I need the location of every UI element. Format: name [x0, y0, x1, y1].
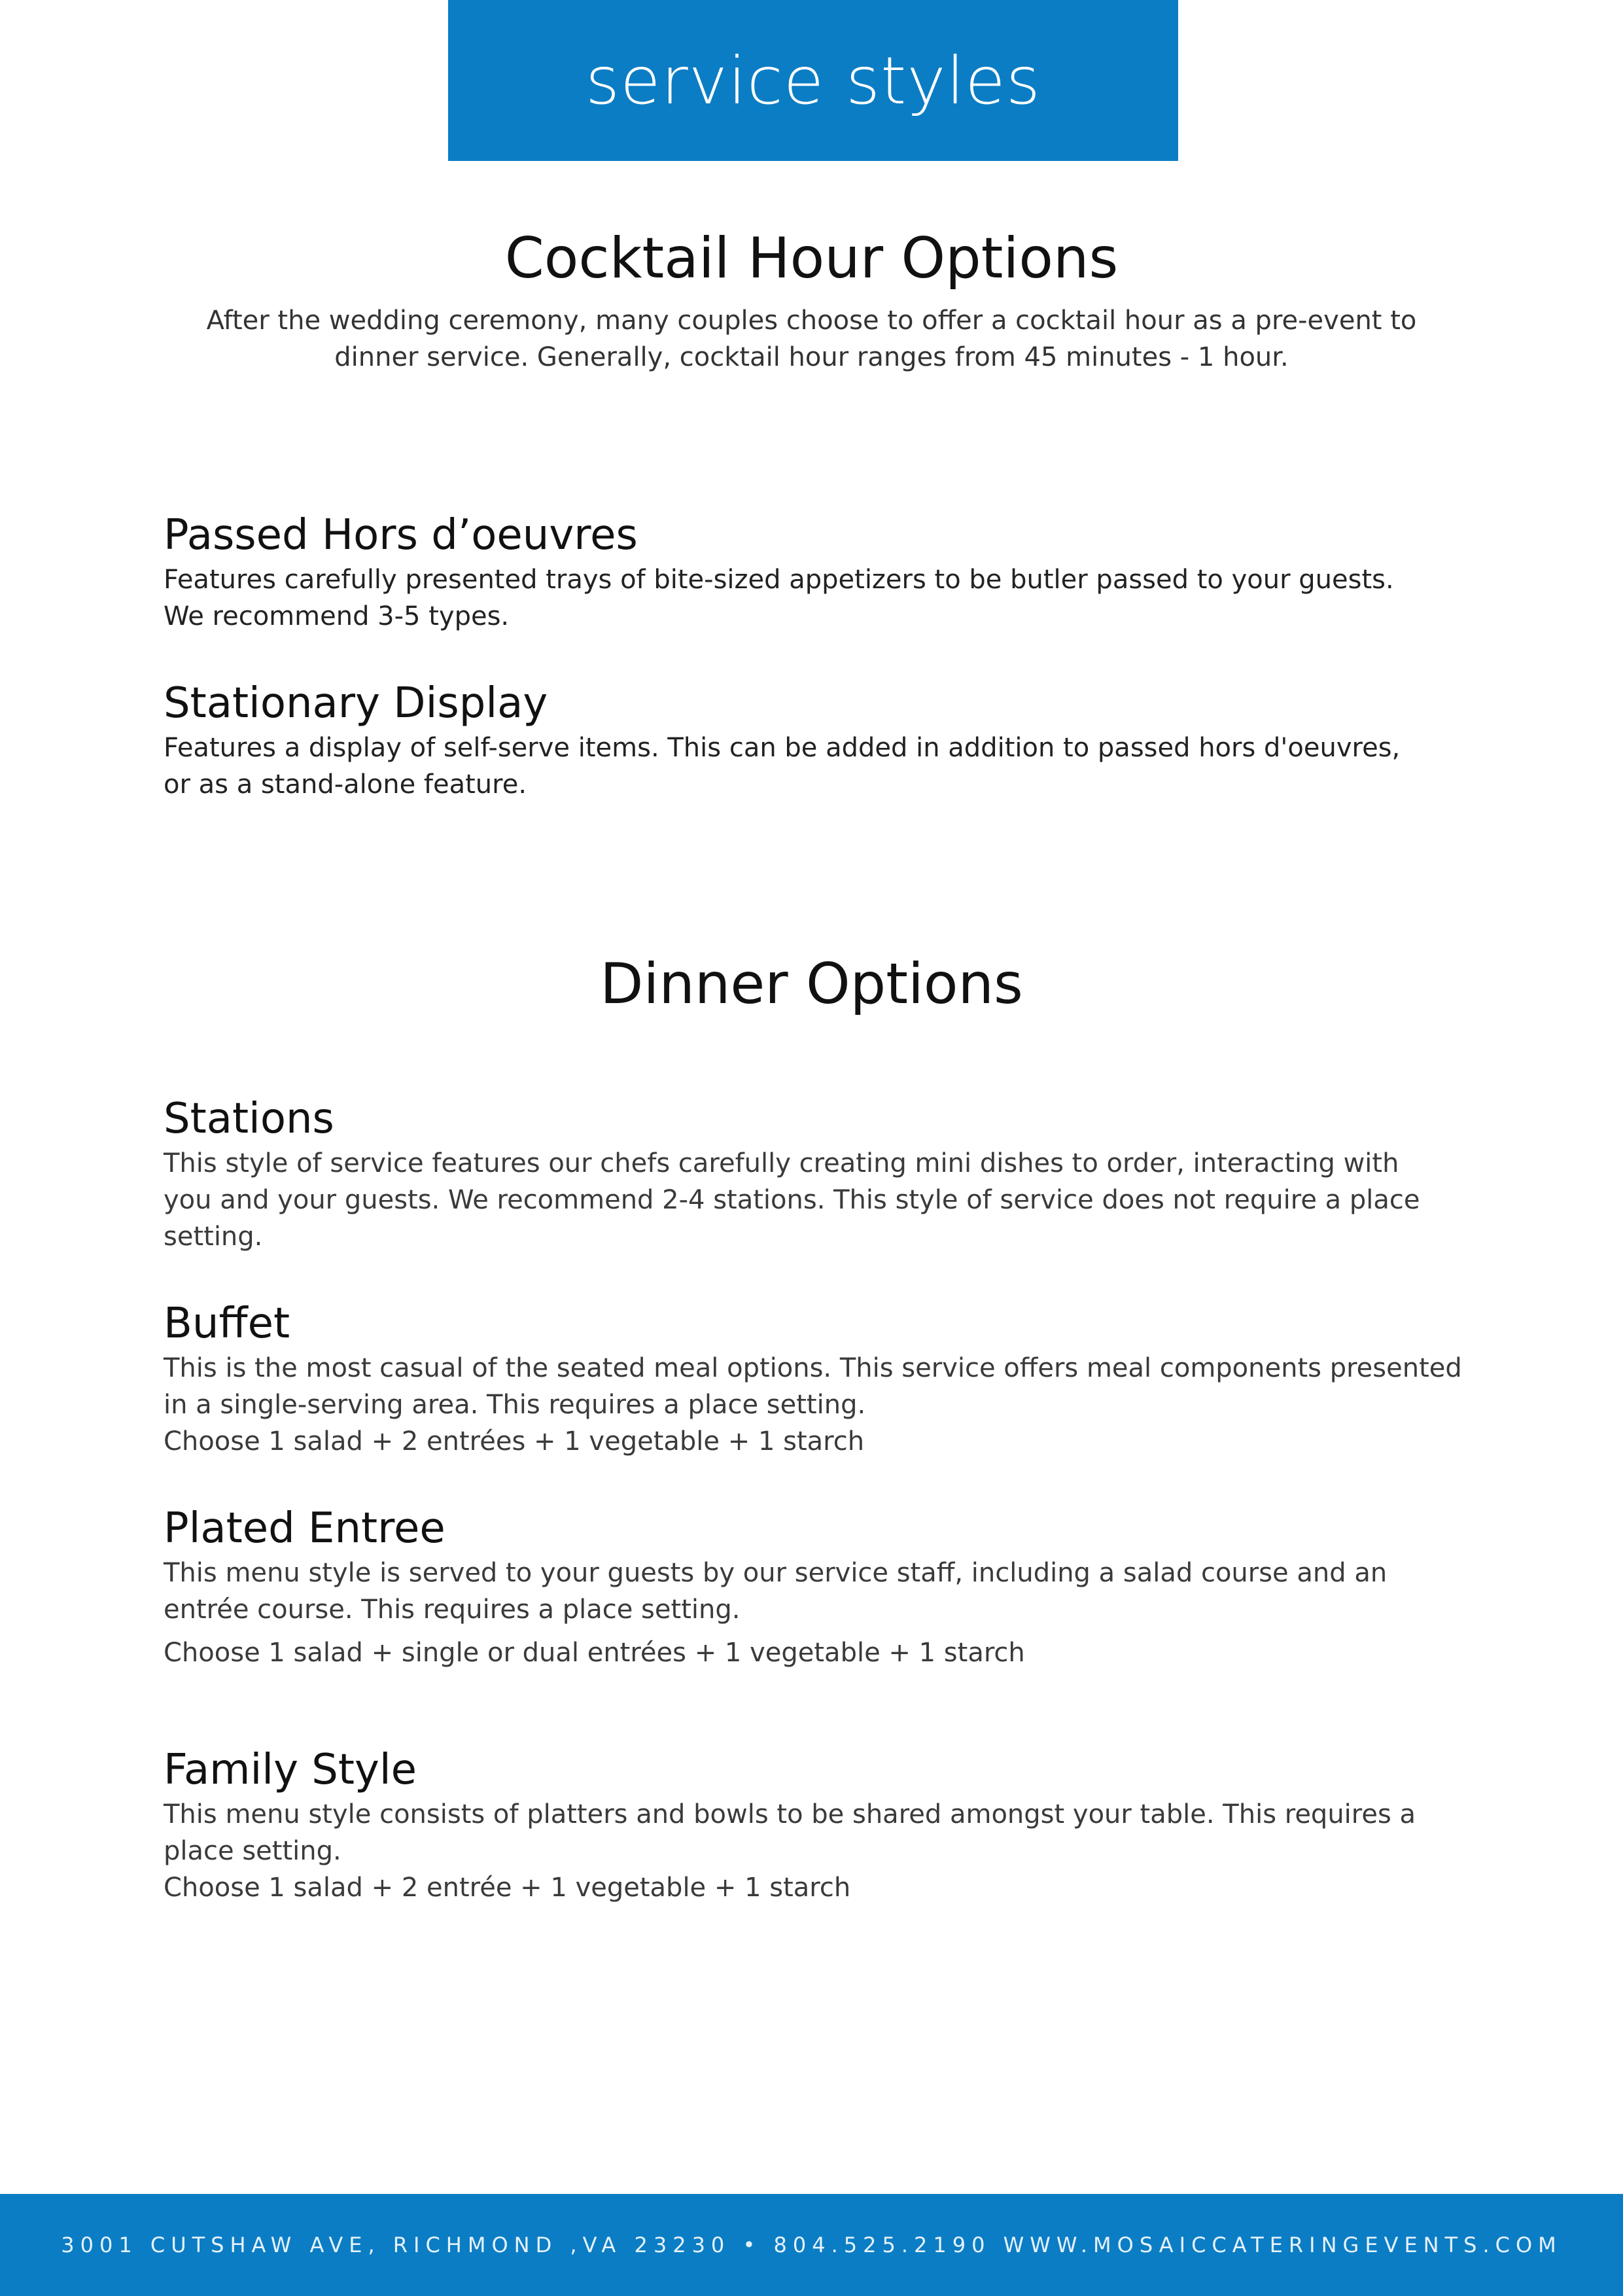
option-description: or as a stand-alone feature.: [164, 769, 527, 800]
option-heading: Family Style: [164, 1746, 417, 1794]
option-description: This style of service features our chefs carefully creating mini dishes to order, interacting with: [164, 1148, 1399, 1178]
cocktail-intro-line: After the wedding ceremony, many couples choose to offer a cocktail hour as a pre-event to: [206, 306, 1417, 336]
option-choose-line: Choose 1 salad + single or dual entrées + 1 vegetable + 1 starch: [164, 1638, 1025, 1668]
option-description: This is the most casual of the seated meal options. This service offers meal components presented: [164, 1353, 1462, 1383]
option-description: you and your guests. We recommend 2-4 stations. This style of service does not require a place: [164, 1185, 1420, 1215]
option-heading: Plated Entree: [164, 1504, 445, 1553]
option-description: in a single-serving area. This requires a place setting.: [164, 1390, 866, 1420]
option-family-style: [164, 1744, 1472, 1906]
option-description: This menu style consists of platters and bowls to be shared amongst your table. This requires a: [164, 1799, 1416, 1829]
option-choose-line: Choose 1 salad + 2 entrées + 1 vegetable + 1 starch: [164, 1426, 865, 1457]
option-description: Features a display of self-serve items. This can be added in addition to passed hors d'oeuvres,: [164, 733, 1401, 763]
banner-title: service styles: [585, 42, 1041, 119]
option-stations: [164, 1093, 1472, 1255]
footer-contact: 3001 CUTSHAW AVE, RICHMOND ,VA 23230 • 804.525.2190 WWW.MOSAICCATERINGEVENTS.COM: [61, 2233, 1562, 2257]
option-heading: Passed Hors d’oeuvres: [164, 511, 638, 559]
option-heading: Stations: [164, 1095, 334, 1143]
option-choose-line: Choose 1 salad + 2 entrée + 1 vegetable + 1 starch: [164, 1873, 851, 1903]
option-description: This menu style is served to your guests by our service staff, including a salad course and an: [164, 1558, 1387, 1588]
dinner-section-title: Dinner Options: [600, 951, 1023, 1017]
cocktail-section-title: Cocktail Hour Options: [504, 226, 1119, 291]
header-banner: [448, 0, 1178, 161]
option-description: Features carefully presented trays of bite-sized appetizers to be butler passed to your guests.: [164, 565, 1394, 595]
option-stationary-display: [164, 677, 1472, 803]
cocktail-intro-line: dinner service. Generally, cocktail hour ranges from 45 minutes - 1 hour.: [334, 342, 1289, 372]
option-description: place setting.: [164, 1836, 341, 1866]
cocktail-intro: [164, 302, 1459, 376]
option-description: entrée course. This requires a place setting.: [164, 1595, 741, 1625]
option-heading: Buffet: [164, 1299, 290, 1348]
option-buffet: [164, 1298, 1472, 1460]
option-description: setting.: [164, 1222, 263, 1252]
option-heading: Stationary Display: [164, 679, 548, 728]
option-passed-hors-doeuvres: [164, 509, 1472, 635]
option-plated-entree: [164, 1502, 1472, 1671]
option-description: We recommend 3-5 types.: [164, 601, 510, 631]
footer-bar: [0, 2194, 1623, 2296]
